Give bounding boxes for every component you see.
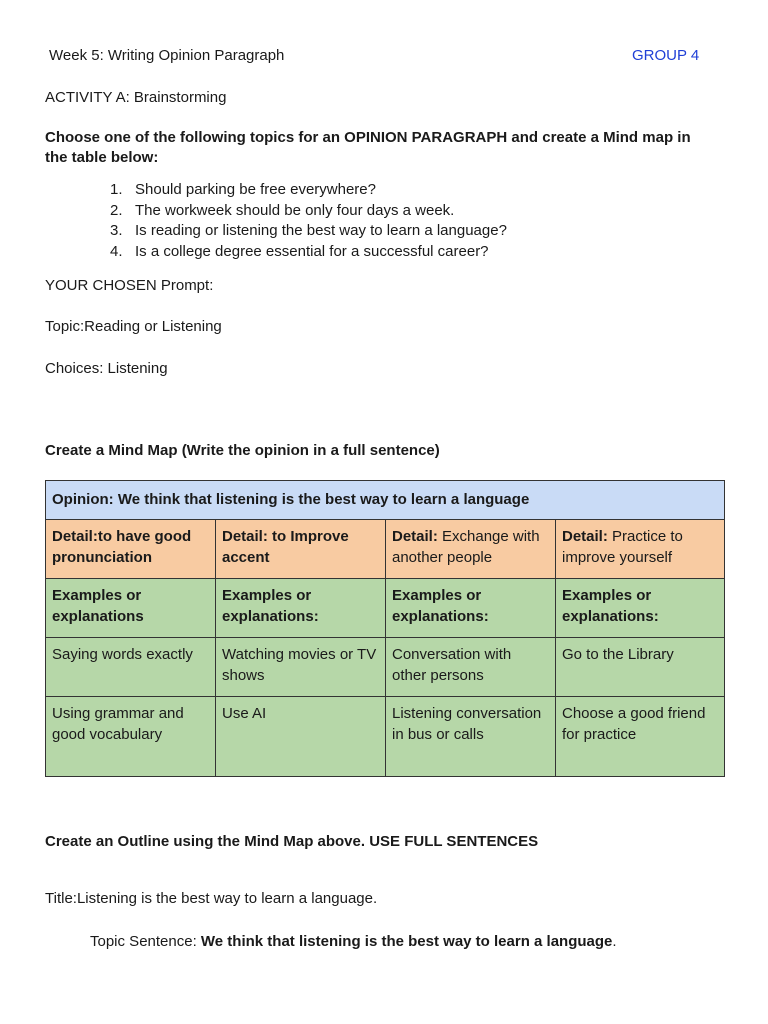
mindmap-table xyxy=(45,480,725,777)
examples-header-cell: Examples or explanations: xyxy=(556,579,725,638)
page-title: Week 5: Writing Opinion Paragraph xyxy=(49,47,285,64)
example-cell: Using grammar and good vocabulary xyxy=(46,697,216,777)
list-item-text: Is a college degree essential for a successful career? xyxy=(135,242,489,260)
examples-header-cell: Examples or explanations xyxy=(46,579,216,638)
list-item xyxy=(110,201,507,222)
detail-cell: Detail: to Improve accent xyxy=(216,520,386,579)
list-item-text: The workweek should be only four days a week. xyxy=(135,201,455,219)
example-cell: Watching movies or TV shows xyxy=(216,638,386,697)
activity-heading: ACTIVITY A: Brainstorming xyxy=(45,89,227,106)
detail-cell: Detail: Practice to improve yourself xyxy=(556,520,725,579)
list-number: 3. xyxy=(110,222,123,239)
table-row xyxy=(46,520,725,579)
table-row xyxy=(46,638,725,697)
examples-header-cell: Examples or explanations: xyxy=(216,579,386,638)
prompt-label: YOUR CHOSEN Prompt: xyxy=(45,277,214,294)
table-row xyxy=(46,579,725,638)
table-row xyxy=(46,697,725,777)
list-item-text: Should parking be free everywhere? xyxy=(135,181,376,198)
mindmap-title: Create a Mind Map (Write the opinion in a full sentence) xyxy=(45,442,440,459)
list-item xyxy=(110,242,507,263)
list-item xyxy=(110,221,507,242)
topic-sentence: Topic Sentence: We think that listening is the best way to learn a language. xyxy=(90,933,617,950)
examples-header-cell: Examples or explanations: xyxy=(386,579,556,638)
example-cell: Listening conversation in bus or calls xyxy=(386,697,556,777)
opinion-cell: Opinion: We think that listening is the best way to learn a language xyxy=(46,481,725,520)
example-cell: Use AI xyxy=(216,697,386,777)
table-row xyxy=(46,481,725,520)
example-cell: Go to the Library xyxy=(556,638,725,697)
detail-cell: Detail: Exchange with another people xyxy=(386,520,556,579)
choices-line: Choices: Listening xyxy=(45,360,168,377)
outline-title: Create an Outline using the Mind Map above. USE FULL SENTENCES xyxy=(45,833,539,850)
topic-list xyxy=(110,180,507,262)
topic-sentence-text: We think that listening is the best way to learn a language xyxy=(200,933,613,950)
list-item-text: Is reading or listening the best way to learn a language? xyxy=(135,222,507,239)
list-number: 1. xyxy=(110,181,123,198)
list-number: 2. xyxy=(110,201,123,219)
example-cell: Conversation with other persons xyxy=(386,638,556,697)
instructions: Choose one of the following topics for an OPINION PARAGRAPH and create a Mind map in the table below: xyxy=(45,129,691,166)
group-label: GROUP 4 xyxy=(632,47,700,64)
topic-line: Topic:Reading or Listening xyxy=(45,318,222,335)
example-cell: Choose a good friend for practice xyxy=(556,697,725,777)
outline-title-line: Title:Listening is the best way to learn a language. xyxy=(45,890,378,907)
list-item xyxy=(110,180,507,201)
detail-cell: Detail:to have good pronunciation xyxy=(46,520,216,579)
list-number: 4. xyxy=(110,242,123,260)
example-cell: Saying words exactly xyxy=(46,638,216,697)
topic-sentence-label: Topic Sentence: xyxy=(90,933,201,950)
